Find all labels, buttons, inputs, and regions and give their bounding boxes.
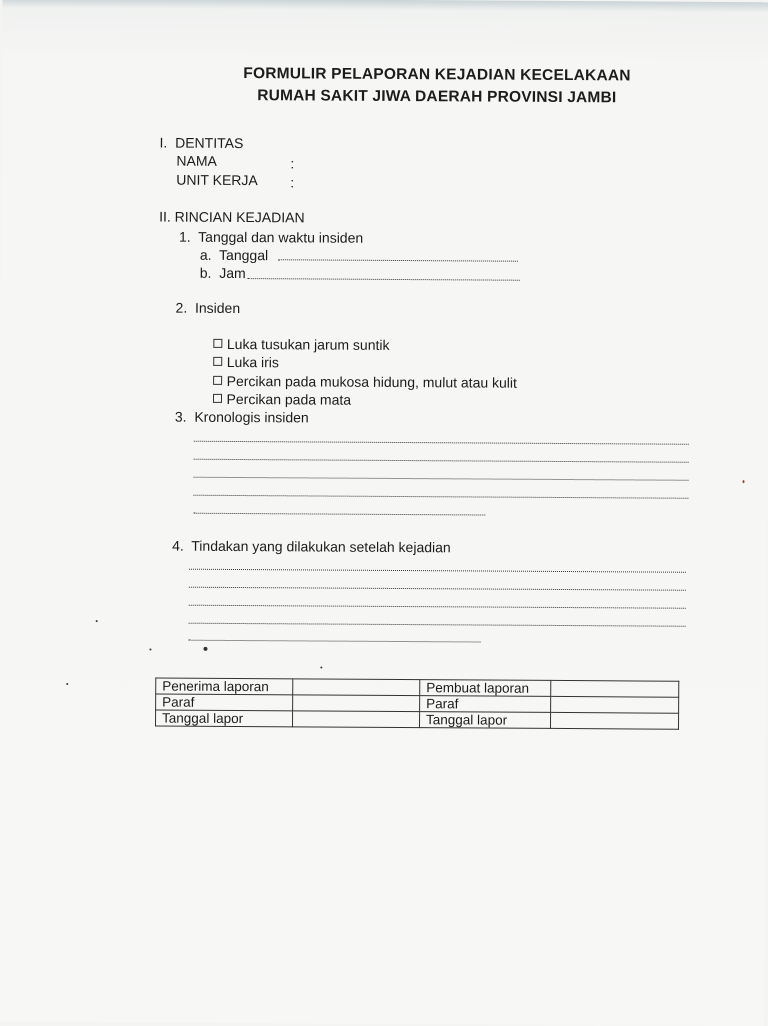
penerima-label: Penerima laporan [156,678,293,695]
signature-table [155,678,679,730]
table-row [156,710,679,729]
jam-label: b. Jam [199,264,246,282]
nama-label: NAMA [176,152,217,169]
tindakan-line[interactable] [189,622,686,627]
form-title-line1: FORMULIR PELAPORAN KEJADIAN KECELAKAAN [243,65,631,85]
section-identitas-heading: I. DENTITAS [159,134,244,152]
item1-label: 1. Tanggal dan waktu insiden [178,228,364,246]
kronologis-line[interactable] [194,458,689,463]
paraf-right-value-cell[interactable] [551,696,679,713]
scan-speck [203,647,207,651]
insiden-option-label: Percikan pada mata [226,390,352,408]
scan-speck [96,620,98,622]
checkbox[interactable] [213,394,222,403]
kronologis-line[interactable] [194,440,689,445]
tindakan-line[interactable] [189,568,686,573]
penerima-value-cell[interactable] [293,679,420,696]
tanggal-lapor-left-value-cell[interactable] [293,711,420,728]
kronologis-line[interactable] [193,512,485,516]
paraf-right-label: Paraf [420,696,551,713]
unit-kerja-label: UNIT KERJA [176,171,258,189]
scan-speck [742,480,744,483]
pembuat-label: Pembuat laporan [420,680,551,697]
insiden-option-label: Luka tusukan jarum suntik [226,335,390,353]
tanggal-lapor-right-value-cell[interactable] [550,712,678,729]
tanggal-lapor-left-label: Tanggal lapor [156,710,293,727]
pembuat-value-cell[interactable] [551,680,679,697]
kronologis-line[interactable] [194,476,689,481]
scan-speck [66,683,68,685]
item3-label: 3. Kronologis insiden [174,408,309,426]
section-rincian-heading: II. RINCIAN KEJADIAN [159,208,305,226]
tanggal-field[interactable] [278,258,518,261]
scan-speck [320,667,322,669]
paraf-left-label: Paraf [156,694,293,711]
kronologis-line[interactable] [193,494,688,499]
tindakan-line[interactable] [189,586,686,591]
jam-field[interactable] [248,277,520,281]
insiden-option-label: Luka iris [226,353,279,371]
form-title-line2: RUMAH SAKIT JIWA DAERAH PROVINSI JAMBI [257,87,617,107]
tanggal-lapor-right-label: Tanggal lapor [419,712,550,729]
item2-label: 2. Insiden [175,299,241,317]
tindakan-line[interactable] [189,604,686,609]
scan-speck [149,648,151,650]
insiden-option-label: Percikan pada mukosa hidung, mulut atau kulit [226,372,518,391]
tanggal-label: a. Tanggal [199,246,269,264]
tindakan-line[interactable] [189,639,481,643]
item4-label: 4. Tindakan yang dilakukan setelah kejadian [172,537,451,556]
nama-colon: : [290,155,295,172]
paraf-left-value-cell[interactable] [293,695,420,712]
unit-kerja-colon: : [290,174,295,191]
scan-edge [2,0,768,12]
